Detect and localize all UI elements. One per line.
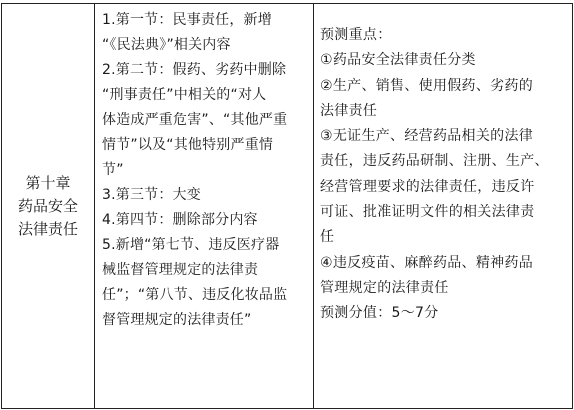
- change-line: 体造成严重危害”、“其他严重: [102, 112, 288, 128]
- chapter-line: 药品安全: [17, 196, 78, 215]
- chapter-title: [2, 172, 94, 241]
- chapter-line: 法律责任: [17, 219, 78, 238]
- change-line: 械监督管理规定的法律责: [102, 262, 259, 278]
- focus-line: ④违反疫苗、麻醉药品、精神药品: [320, 254, 534, 271]
- chapter-line: 第十章: [25, 173, 71, 192]
- focus-line: ②生产、销售、使用假药、劣药的: [320, 77, 534, 94]
- changes-list: [95, 4, 313, 333]
- change-line: 任”；“第八节、违反化妆品监: [102, 287, 288, 303]
- focus-line: ①药品安全法律责任分类: [320, 52, 476, 69]
- change-line: 3.第三节：大变: [102, 187, 201, 203]
- focus-list: [314, 4, 572, 327]
- focus-line: 经营管理要求的法律责任，违反许: [320, 178, 535, 195]
- focus-line: 预测重点：: [320, 27, 392, 43]
- change-line: 4.第四节：删除部分内容: [102, 212, 258, 228]
- table-row: [2, 4, 573, 409]
- change-line: 节”: [102, 162, 124, 178]
- focus-line: 预测分值：5～7分: [320, 305, 439, 322]
- change-line: 2.第二节：假药、劣药中删除: [102, 62, 287, 78]
- change-line: 情节”以及“其他特别严重情: [102, 137, 274, 153]
- change-line: 督管理规定的法律责任”: [102, 312, 252, 328]
- chapter-cell: [2, 4, 95, 409]
- change-line: 5.新增“第七节、违反医疗器: [102, 237, 280, 253]
- change-line: “刑事责任”中相关的“对人: [102, 87, 267, 103]
- focus-line: 任: [320, 229, 335, 246]
- change-line: “《民法典》”相关内容: [102, 37, 231, 53]
- changes-cell: [95, 4, 314, 409]
- change-line: 1.第一节：民事责任，新增: [102, 12, 272, 28]
- exam-changes-table: [1, 3, 573, 409]
- focus-line: ③无证生产、经营药品相关的法律: [320, 128, 534, 145]
- focus-line: 管理规定的法律责任: [320, 279, 449, 296]
- focus-line: 可证、批准证明文件的相关法律责: [320, 204, 535, 221]
- focus-line: 法律责任: [320, 102, 378, 119]
- focus-cell: [314, 4, 573, 409]
- focus-line: 责任，违反药品研制、注册、生产、: [320, 153, 549, 170]
